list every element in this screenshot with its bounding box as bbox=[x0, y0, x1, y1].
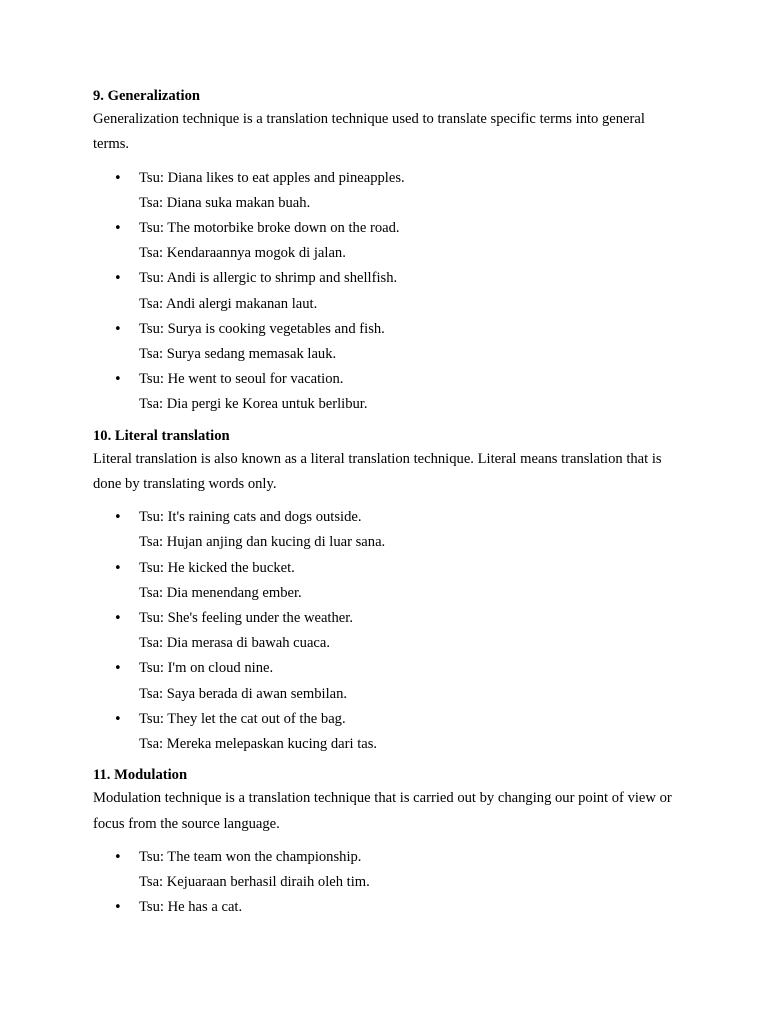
target-text: Tsa: Kendaraannya mogok di jalan. bbox=[139, 245, 346, 262]
list-item bbox=[93, 556, 673, 606]
list-item bbox=[93, 505, 673, 555]
bullet-icon: • bbox=[114, 170, 122, 186]
target-text: Tsa: Andi alergi makanan laut. bbox=[139, 295, 318, 312]
target-text: Tsa: Diana suka makan buah. bbox=[139, 194, 311, 211]
source-text: Tsu: The team won the championship. bbox=[139, 848, 362, 865]
list-item bbox=[93, 317, 673, 367]
bullet-icon: • bbox=[114, 661, 122, 677]
bullet-icon: • bbox=[114, 372, 122, 388]
list-item bbox=[93, 707, 673, 757]
list-item bbox=[93, 656, 673, 706]
target-text: Tsa: Kejuaraan berhasil diraih oleh tim. bbox=[139, 874, 370, 891]
section-generalization bbox=[93, 86, 673, 418]
source-text: Tsu: Diana likes to eat apples and pineapples. bbox=[139, 169, 405, 186]
source-text: Tsu: He has a cat. bbox=[139, 899, 243, 916]
list-item bbox=[93, 166, 673, 216]
bullet-icon: • bbox=[114, 560, 122, 576]
list-item bbox=[93, 367, 673, 417]
section-literal-translation bbox=[93, 426, 673, 758]
example-list bbox=[93, 505, 673, 757]
source-text: Tsu: It's raining cats and dogs outside. bbox=[139, 509, 362, 526]
bullet-icon: • bbox=[114, 221, 122, 236]
bullet-icon: • bbox=[114, 611, 122, 627]
section-title: 11. Modulation bbox=[93, 767, 188, 784]
bullet-icon: • bbox=[114, 849, 122, 865]
source-text: Tsu: I'm on cloud nine. bbox=[139, 660, 274, 677]
target-text: Tsa: Hujan anjing dan kucing di luar sana. bbox=[139, 534, 386, 551]
target-text: Tsa: Dia menendang ember. bbox=[139, 584, 302, 601]
source-text: Tsu: The motorbike broke down on the road. bbox=[139, 220, 400, 236]
source-text: Tsu: He went to seoul for vacation. bbox=[139, 371, 344, 388]
section-paragraph: Literal translation is also known as a literal translation technique. Literal means translation that is done by translating words only. bbox=[93, 450, 662, 492]
example-list bbox=[93, 845, 673, 921]
section-paragraph: Modulation technique is a translation technique that is carried out by changing our point of view or focus from the source language. bbox=[93, 790, 672, 832]
source-text: Tsu: Andi is allergic to shrimp and shellfish. bbox=[139, 270, 398, 287]
source-text: Tsu: She's feeling under the weather. bbox=[139, 610, 353, 627]
bullet-icon: • bbox=[114, 711, 122, 727]
bullet-icon: • bbox=[114, 510, 122, 526]
target-text: Tsa: Saya berada di awan sembilan. bbox=[139, 685, 348, 702]
section-modulation bbox=[93, 765, 673, 920]
bullet-icon: • bbox=[114, 271, 122, 287]
target-text: Tsa: Surya sedang memasak lauk. bbox=[139, 346, 337, 363]
bullet-icon: • bbox=[114, 321, 122, 337]
section-title: 9. Generalization bbox=[93, 88, 201, 104]
section-title: 10. Literal translation bbox=[93, 427, 230, 444]
list-item bbox=[93, 266, 673, 316]
source-text: Tsu: Surya is cooking vegetables and fish. bbox=[139, 320, 385, 337]
source-text: Tsu: He kicked the bucket. bbox=[139, 559, 295, 576]
bullet-icon: • bbox=[114, 900, 122, 916]
example-list bbox=[93, 166, 673, 418]
target-text: Tsa: Dia pergi ke Korea untuk berlibur. bbox=[139, 396, 368, 413]
list-item bbox=[93, 845, 673, 895]
section-paragraph: Generalization technique is a translation technique used to translate specific terms into general terms. bbox=[93, 111, 645, 153]
target-text: Tsa: Mereka melepaskan kucing dari tas. bbox=[139, 736, 378, 753]
list-item bbox=[93, 895, 673, 920]
source-text: Tsu: They let the cat out of the bag. bbox=[139, 710, 346, 727]
list-item bbox=[93, 216, 673, 266]
document-page bbox=[93, 86, 673, 920]
target-text: Tsa: Dia merasa di bawah cuaca. bbox=[139, 635, 331, 652]
list-item bbox=[93, 606, 673, 656]
